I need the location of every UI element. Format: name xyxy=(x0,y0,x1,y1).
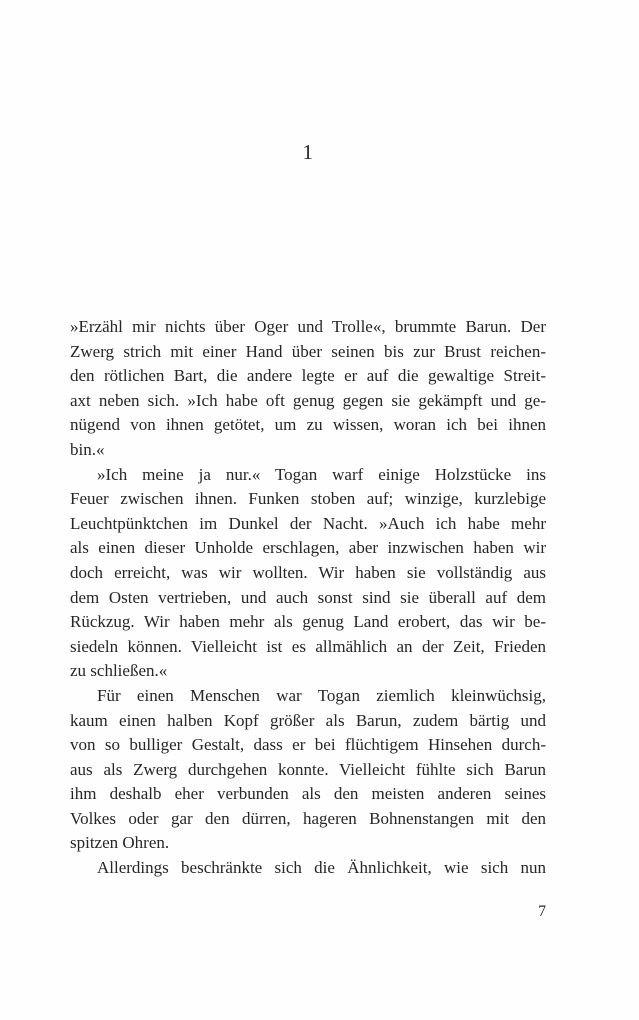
text-line: Feuer zwischen ihnen. Funken stoben auf; winzige, kurzlebige xyxy=(70,489,546,509)
body-text xyxy=(70,315,546,881)
text-line: aus als Zwerg durchgehen konnte. Vielleicht fühlte sich Barun xyxy=(70,759,546,779)
text-line: zu schließen.« xyxy=(70,661,168,681)
text-line: Für einen Menschen war Togan ziemlich kleinwüchsig, xyxy=(97,685,546,705)
paragraph xyxy=(70,315,546,463)
text-line: von so bulliger Gestalt, dass er bei flüchtigem Hinsehen durch- xyxy=(70,735,546,755)
text-line: »Erzähl mir nichts über Oger und Trolle«, brummte Barun. Der xyxy=(70,317,546,336)
paragraph xyxy=(70,684,546,856)
text-line: Volkes oder gar den dürren, hageren Bohnenstangen mit den xyxy=(70,808,546,828)
text-line: bin.« xyxy=(70,439,105,459)
page-number: 7 xyxy=(538,903,546,920)
text-line: axt neben sich. »Ich habe oft genug gegen sie gekämpft und ge- xyxy=(70,390,546,410)
text-line: ihm deshalb eher verbunden als den meisten anderen seines xyxy=(70,784,546,804)
paragraph xyxy=(70,463,546,684)
text-line: kaum einen halben Kopf größer als Barun, zudem bärtig und xyxy=(70,710,546,730)
text-line: spitzen Ohren. xyxy=(70,833,170,853)
text-line: siedeln können. Vielleicht ist es allmählich an der Zeit, Frieden xyxy=(70,636,546,656)
text-line: nügend von ihnen getötet, um zu wissen, woran ich bei ihnen xyxy=(70,415,546,435)
text-line: doch erreicht, was wir wollten. Wir haben sie vollständig aus xyxy=(70,562,546,582)
paragraph xyxy=(70,856,546,881)
text-line: Leuchtpünktchen im Dunkel der Nacht. »Auch ich habe mehr xyxy=(70,513,546,533)
text-line: Zwerg strich mit einer Hand über seinen bis zur Brust reichen- xyxy=(70,341,546,361)
text-line: als einen dieser Unholde erschlagen, aber inzwischen haben wir xyxy=(70,538,546,558)
text-line: »Ich meine ja nur.« Togan warf einige Holzstücke ins xyxy=(97,464,546,484)
text-line: dem Osten vertrieben, und auch sonst sind sie überall auf dem xyxy=(70,587,546,607)
chapter-number: 1 xyxy=(302,140,314,164)
text-line: Allerdings beschränkte sich die Ähnlichkeit, wie sich nun xyxy=(97,858,546,878)
text-line: Rückzug. Wir haben mehr als genug Land erobert, das wir be- xyxy=(70,612,546,632)
text-line: den rötlichen Bart, die andere legte er auf die gewaltige Streit- xyxy=(70,366,546,386)
